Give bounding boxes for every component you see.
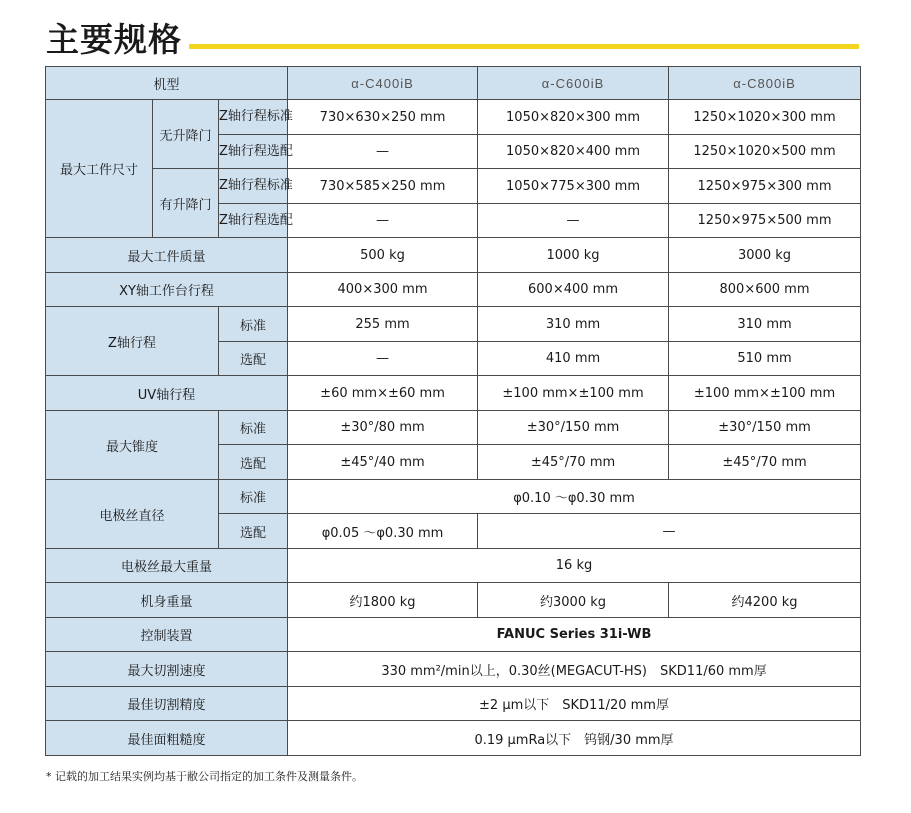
cell: 1050×775×300 mm bbox=[478, 169, 669, 204]
footnote: * 记载的加工结果实例均基于敝公司指定的加工条件及测量条件。 bbox=[46, 770, 363, 783]
mini-label: Z轴行程选配 bbox=[219, 135, 288, 169]
sub-label: 选配 bbox=[219, 445, 288, 480]
sub-label: 标准 bbox=[219, 480, 288, 514]
cell: 255 mm bbox=[288, 307, 478, 342]
cell: φ0.10 ～φ0.30 mm bbox=[288, 480, 861, 514]
title-underline bbox=[189, 44, 859, 49]
cell: — bbox=[478, 514, 861, 549]
table-row bbox=[46, 307, 861, 342]
cell: 730×630×250 mm bbox=[288, 100, 478, 135]
row-label: 控制装置 bbox=[46, 618, 288, 652]
page-title: 主要规格 bbox=[46, 20, 182, 59]
cell: ±30°/150 mm bbox=[669, 411, 861, 445]
cell: 1250×975×500 mm bbox=[669, 204, 861, 238]
cell: 1250×1020×300 mm bbox=[669, 100, 861, 135]
cell: ±2 μm以下 SKD11/20 mm厚 bbox=[288, 687, 861, 721]
table-row bbox=[46, 376, 861, 411]
cell: 510 mm bbox=[669, 342, 861, 376]
row-label: 最佳切割精度 bbox=[46, 687, 288, 721]
sub-label: 选配 bbox=[219, 514, 288, 549]
table-row bbox=[46, 273, 861, 307]
row-label: 电极丝最大重量 bbox=[46, 549, 288, 583]
cell: — bbox=[288, 342, 478, 376]
cell: ±45°/70 mm bbox=[478, 445, 669, 480]
mini-label: Z轴行程选配 bbox=[219, 204, 288, 238]
table-row bbox=[46, 411, 861, 445]
row-label: 最大工件尺寸 bbox=[46, 100, 153, 238]
cell: FANUC Series 31i-WB bbox=[288, 618, 861, 652]
cell: 3000 kg bbox=[669, 238, 861, 273]
cell: — bbox=[288, 135, 478, 169]
table-row bbox=[46, 652, 861, 687]
spec-table bbox=[45, 66, 861, 756]
table-row bbox=[46, 583, 861, 618]
table-row bbox=[46, 100, 861, 135]
table-row bbox=[46, 721, 861, 756]
cell: 0.19 μmRa以下 钨钢/30 mm厚 bbox=[288, 721, 861, 756]
cell: 1050×820×300 mm bbox=[478, 100, 669, 135]
cell: ±100 mm×±100 mm bbox=[478, 376, 669, 411]
cell: ±45°/70 mm bbox=[669, 445, 861, 480]
row-label: 最大切割速度 bbox=[46, 652, 288, 687]
row-label: XY轴工作台行程 bbox=[46, 273, 288, 307]
table-row bbox=[46, 238, 861, 273]
cell: — bbox=[478, 204, 669, 238]
cell: 730×585×250 mm bbox=[288, 169, 478, 204]
model-name: α-C800iB bbox=[669, 67, 861, 100]
sub-label: 标准 bbox=[219, 307, 288, 342]
cell: φ0.05 ～φ0.30 mm bbox=[288, 514, 478, 549]
cell: 330 mm²/min以上，0.30丝(MEGACUT-HS) SKD11/60 mm厚 bbox=[288, 652, 861, 687]
table-row bbox=[46, 480, 861, 514]
table-row bbox=[46, 618, 861, 652]
table-row bbox=[46, 549, 861, 583]
cell: ±45°/40 mm bbox=[288, 445, 478, 480]
cell: 800×600 mm bbox=[669, 273, 861, 307]
cell: 600×400 mm bbox=[478, 273, 669, 307]
sub-label: 标准 bbox=[219, 411, 288, 445]
row-label: UV轴行程 bbox=[46, 376, 288, 411]
model-name: α-C400iB bbox=[288, 67, 478, 100]
cell: 1250×975×300 mm bbox=[669, 169, 861, 204]
cell: ±30°/80 mm bbox=[288, 411, 478, 445]
header-row bbox=[46, 67, 861, 100]
cell: 1250×1020×500 mm bbox=[669, 135, 861, 169]
cell: 400×300 mm bbox=[288, 273, 478, 307]
table-row bbox=[46, 687, 861, 721]
row-label: 机身重量 bbox=[46, 583, 288, 618]
row-label: 最大锥度 bbox=[46, 411, 219, 480]
cell: ±60 mm×±60 mm bbox=[288, 376, 478, 411]
cell: 约1800 kg bbox=[288, 583, 478, 618]
sub-label: 选配 bbox=[219, 342, 288, 376]
sub-label: 无升降门 bbox=[153, 100, 219, 169]
cell: 310 mm bbox=[669, 307, 861, 342]
cell: 310 mm bbox=[478, 307, 669, 342]
row-label: 最大工件质量 bbox=[46, 238, 288, 273]
mini-label: Z轴行程标准 bbox=[219, 169, 288, 204]
cell: 约4200 kg bbox=[669, 583, 861, 618]
cell: 410 mm bbox=[478, 342, 669, 376]
row-label: 电极丝直径 bbox=[46, 480, 219, 549]
table-row bbox=[46, 169, 861, 204]
sub-label: 有升降门 bbox=[153, 169, 219, 238]
cell: 500 kg bbox=[288, 238, 478, 273]
header-label: 机型 bbox=[46, 67, 288, 100]
cell: 约3000 kg bbox=[478, 583, 669, 618]
cell: — bbox=[288, 204, 478, 238]
model-name: α-C600iB bbox=[478, 67, 669, 100]
row-label: Z轴行程 bbox=[46, 307, 219, 376]
cell: ±30°/150 mm bbox=[478, 411, 669, 445]
row-label: 最佳面粗糙度 bbox=[46, 721, 288, 756]
cell: 16 kg bbox=[288, 549, 861, 583]
cell: 1000 kg bbox=[478, 238, 669, 273]
cell: 1050×820×400 mm bbox=[478, 135, 669, 169]
cell: ±100 mm×±100 mm bbox=[669, 376, 861, 411]
mini-label: Z轴行程标准 bbox=[219, 100, 288, 135]
